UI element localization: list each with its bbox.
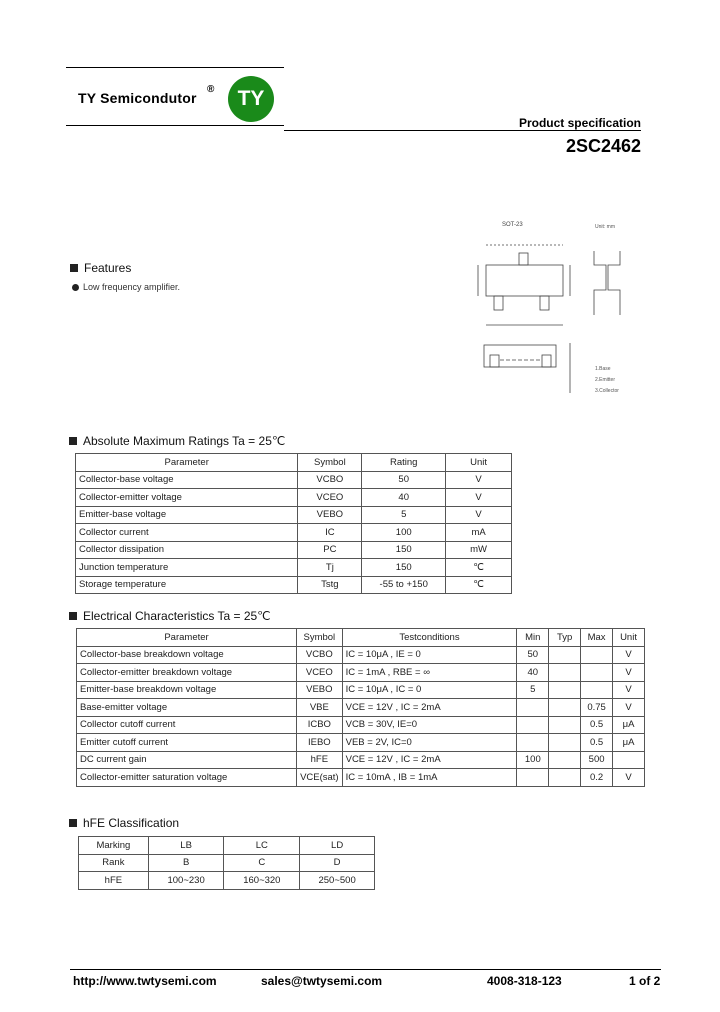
table-row (76, 524, 512, 542)
table-cell (581, 664, 613, 682)
table-cell (517, 716, 549, 734)
table-cell: 150 (362, 559, 446, 577)
table-cell: IC (298, 524, 362, 542)
table-row (77, 769, 645, 787)
table-cell: 40 (362, 489, 446, 507)
table-cell: mA (446, 524, 512, 542)
brand-name: TY Semicondutor (78, 90, 197, 106)
footer-rule (70, 969, 661, 970)
table-cell: hFE (79, 872, 149, 890)
table-cell: Collector dissipation (76, 541, 298, 559)
table-cell: Storage temperature (76, 576, 298, 594)
table-row (77, 699, 645, 717)
col-header: Symbol (297, 629, 343, 647)
table-cell: VBE (297, 699, 343, 717)
table-cell: LB (148, 837, 224, 855)
col-header: Unit (446, 454, 512, 472)
table-cell: Emitter cutoff current (77, 734, 297, 752)
table-cell: 100~230 (148, 872, 224, 890)
pin-3-label: 3.Collector (595, 388, 619, 394)
col-header: Min (517, 629, 549, 647)
table-cell: μA (613, 734, 645, 752)
table-cell: V (613, 664, 645, 682)
table-cell: IC = 10mA , IB = 1mA (342, 769, 517, 787)
header-logo-rule (66, 125, 284, 126)
header-main-rule (284, 130, 641, 131)
table-cell: VCE = 12V , IC = 2mA (342, 699, 517, 717)
square-bullet-icon (69, 437, 77, 445)
table-cell: Collector-emitter saturation voltage (77, 769, 297, 787)
product-spec-label: Product specification (518, 116, 641, 130)
table-cell (549, 681, 581, 699)
table-cell: VCBO (298, 471, 362, 489)
col-header: Parameter (76, 454, 298, 472)
table-cell: 0.2 (581, 769, 613, 787)
table-cell: V (446, 506, 512, 524)
table-cell: hFE (297, 751, 343, 769)
col-header: Rating (362, 454, 446, 472)
hfe-table (78, 836, 375, 890)
table-cell: IC = 10μA , IE = 0 (342, 646, 517, 664)
table-cell: VCBO (297, 646, 343, 664)
table-row (77, 681, 645, 699)
table-cell: 0.5 (581, 716, 613, 734)
table-cell: Tj (298, 559, 362, 577)
table-cell: VCB = 30V, IE=0 (342, 716, 517, 734)
table-cell (581, 681, 613, 699)
table-cell: Collector current (76, 524, 298, 542)
table-cell: Emitter-base breakdown voltage (77, 681, 297, 699)
table-row (77, 751, 645, 769)
abs-max-table (75, 453, 512, 594)
elec-char-heading: Electrical Characteristics Ta = 25℃ (69, 609, 271, 623)
table-cell: VCE = 12V , IC = 2mA (342, 751, 517, 769)
table-cell: Tstg (298, 576, 362, 594)
table-cell: Marking (79, 837, 149, 855)
table-cell: V (613, 681, 645, 699)
table-cell: 5 (362, 506, 446, 524)
table-cell: 100 (517, 751, 549, 769)
registered-mark: ® (207, 84, 215, 95)
table-cell: 150 (362, 541, 446, 559)
table-cell: Collector-base breakdown voltage (77, 646, 297, 664)
table-cell: VEBO (297, 681, 343, 699)
package-unit: Unit: mm (595, 224, 615, 230)
table-cell: V (613, 769, 645, 787)
table-cell: V (613, 699, 645, 717)
table-cell: 500 (581, 751, 613, 769)
table-cell: 50 (362, 471, 446, 489)
table-cell: -55 to +150 (362, 576, 446, 594)
table-cell: IEBO (297, 734, 343, 752)
table-cell: ICBO (297, 716, 343, 734)
table-cell: Collector cutoff current (77, 716, 297, 734)
table-row (77, 646, 645, 664)
pin-2-label: 2.Emitter (595, 377, 616, 383)
table-cell: 0.5 (581, 734, 613, 752)
footer-page-number: 1 of 2 (629, 974, 661, 988)
table-cell (549, 769, 581, 787)
col-header: Typ (549, 629, 581, 647)
table-cell (613, 751, 645, 769)
table-row (76, 506, 512, 524)
square-bullet-icon (69, 819, 77, 827)
table-cell: LC (224, 837, 300, 855)
features-heading: Features (70, 261, 131, 275)
table-cell: C (224, 854, 300, 872)
table-cell: Base-emitter voltage (77, 699, 297, 717)
table-cell (549, 716, 581, 734)
table-cell: LD (300, 837, 375, 855)
package-outline-drawing (470, 215, 640, 400)
table-row (77, 734, 645, 752)
table-cell: Collector-emitter voltage (76, 489, 298, 507)
footer-phone: 4008-318-123 (487, 974, 562, 988)
table-cell: V (446, 471, 512, 489)
footer-website[interactable]: http://www.twtysemi.com (73, 974, 217, 988)
table-cell: 40 (517, 664, 549, 682)
header-top-rule (66, 67, 284, 68)
table-cell: 100 (362, 524, 446, 542)
table-row (76, 576, 512, 594)
table-cell (549, 699, 581, 717)
table-cell: Collector-base voltage (76, 471, 298, 489)
elec-char-table (76, 628, 645, 787)
table-cell (581, 646, 613, 664)
table-cell (517, 769, 549, 787)
hfe-heading: hFE Classification (69, 816, 179, 830)
feature-item: Low frequency amplifier. (72, 282, 180, 292)
table-cell: 5 (517, 681, 549, 699)
table-row (76, 559, 512, 577)
table-cell: IC = 1mA , RBE = ∞ (342, 664, 517, 682)
table-cell: V (613, 646, 645, 664)
table-cell: D (300, 854, 375, 872)
col-header: Testconditions (342, 629, 517, 647)
table-cell: ℃ (446, 559, 512, 577)
col-header: Max (581, 629, 613, 647)
table-row (76, 541, 512, 559)
table-cell (517, 699, 549, 717)
abs-max-heading: Absolute Maximum Ratings Ta = 25℃ (69, 434, 285, 448)
company-logo: TY (228, 76, 274, 122)
round-bullet-icon (72, 284, 79, 291)
table-cell: 50 (517, 646, 549, 664)
table-cell: IC = 10μA , IC = 0 (342, 681, 517, 699)
table-cell: PC (298, 541, 362, 559)
table-cell: ℃ (446, 576, 512, 594)
table-cell: B (148, 854, 224, 872)
table-cell: VCEO (298, 489, 362, 507)
table-cell: Rank (79, 854, 149, 872)
package-name: SOT-23 (502, 222, 523, 228)
table-row (77, 664, 645, 682)
table-cell (549, 751, 581, 769)
table-cell: 250~500 (300, 872, 375, 890)
table-cell: μA (613, 716, 645, 734)
square-bullet-icon (69, 612, 77, 620)
table-cell (549, 646, 581, 664)
table-cell: DC current gain (77, 751, 297, 769)
table-cell: Emitter-base voltage (76, 506, 298, 524)
table-cell: 0.75 (581, 699, 613, 717)
footer-email[interactable]: sales@twtysemi.com (261, 974, 383, 988)
table-cell (549, 664, 581, 682)
table-row (77, 716, 645, 734)
table-row (79, 854, 375, 872)
table-cell (517, 734, 549, 752)
table-cell: VEBO (298, 506, 362, 524)
table-cell: Collector-emitter breakdown voltage (77, 664, 297, 682)
table-cell: mW (446, 541, 512, 559)
pin-1-label: 1.Base (595, 366, 611, 372)
col-header: Parameter (77, 629, 297, 647)
table-cell: V (446, 489, 512, 507)
table-cell: Junction temperature (76, 559, 298, 577)
table-row (79, 837, 375, 855)
table-cell: VEB = 2V, IC=0 (342, 734, 517, 752)
table-row (76, 471, 512, 489)
table-cell: VCE(sat) (297, 769, 343, 787)
table-row (79, 872, 375, 890)
table-cell (549, 734, 581, 752)
col-header: Unit (613, 629, 645, 647)
part-number: 2SC2462 (565, 136, 641, 156)
table-cell: VCEO (297, 664, 343, 682)
table-cell: 160~320 (224, 872, 300, 890)
square-bullet-icon (70, 264, 78, 272)
table-row (76, 489, 512, 507)
col-header: Symbol (298, 454, 362, 472)
